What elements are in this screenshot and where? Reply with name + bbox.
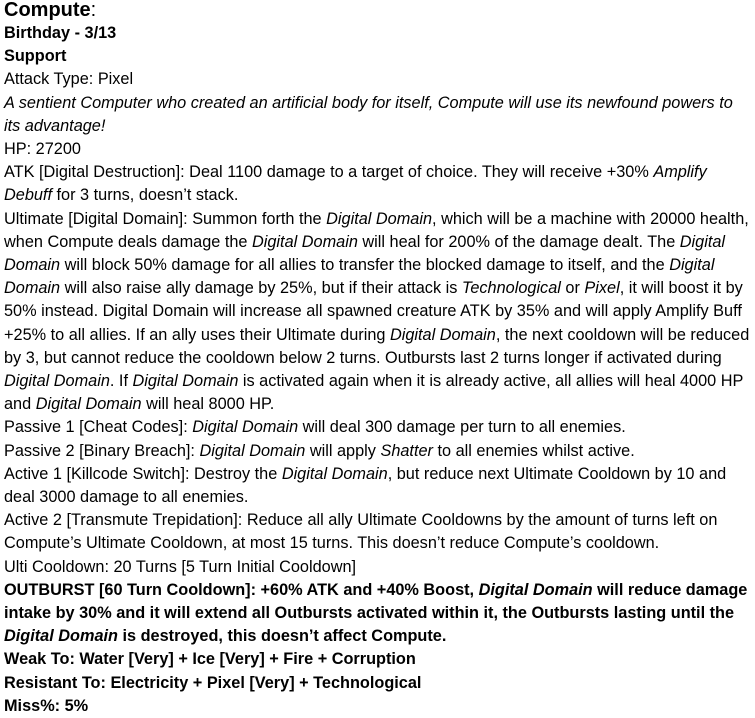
resistant-to: Resistant To: Electricity + Pixel [Very] + Technological bbox=[4, 673, 422, 692]
character-name: Compute bbox=[4, 0, 91, 21]
character-title bbox=[4, 0, 751, 22]
atk-ability bbox=[4, 161, 751, 207]
ultimate-text: will also raise ally damage by 25%, but if their attack is bbox=[60, 279, 462, 298]
ultimate-ability bbox=[4, 208, 751, 417]
outburst-text: is destroyed, this doesn’t affect Compute. bbox=[117, 627, 447, 646]
atk-keyword: Amplify Debuff bbox=[4, 163, 707, 205]
ultimate-text: or bbox=[560, 279, 585, 298]
ultimate-text: . If bbox=[109, 372, 133, 391]
outburst-keyword: Digital Domain bbox=[478, 580, 593, 599]
passive-2-keyword: Shatter bbox=[380, 441, 433, 460]
passive-2-keyword: Digital Domain bbox=[199, 441, 306, 460]
active-1-keyword: Digital Domain bbox=[281, 464, 388, 483]
atk-text: ATK [Digital Destruction]: Deal 1100 damage to a target of choice. They will receive +30% bbox=[4, 163, 654, 182]
attack-type: Attack Type: Pixel bbox=[4, 70, 134, 89]
hp: HP: 27200 bbox=[4, 140, 81, 159]
outburst-text: OUTBURST [60 Turn Cooldown]: +60% ATK and +40% Boost, bbox=[4, 580, 479, 599]
description: A sentient Computer who created an artificial body for itself, Compute will use its newfound powers to its advantage! bbox=[4, 93, 733, 135]
active-2: Active 2 [Transmute Trepidation]: Reduce all ally Ultimate Cooldowns by the amount of turns left on Compute’s Ultimate Cooldown, at most 15 turns. This doesn’t reduce Compute’s cooldown. bbox=[4, 511, 718, 553]
ulti-cooldown: Ulti Cooldown: 20 Turns [5 Turn Initial Cooldown] bbox=[4, 557, 357, 576]
role: Support bbox=[4, 47, 67, 66]
outburst-keyword: Digital Domain bbox=[4, 627, 118, 646]
passive-2-text: to all enemies whilst active. bbox=[432, 441, 635, 460]
character-name-suffix: : bbox=[90, 0, 97, 21]
ultimate-text: , which will be a machine with 20000 health, when Compute deals damage the bbox=[4, 209, 749, 251]
ultimate-keyword: Digital Domain bbox=[132, 372, 239, 391]
ultimate-keyword: Technological bbox=[461, 279, 561, 298]
ultimate-text: is activated again when it is already active, all allies will heal 4000 HP and bbox=[4, 372, 744, 414]
passive-1-text: Passive 1 [Cheat Codes]: bbox=[4, 418, 193, 437]
miss-chance: Miss%: 5% bbox=[4, 696, 89, 715]
ultimate-keyword: Digital Domain bbox=[326, 209, 433, 228]
ultimate-text: Ultimate [Digital Domain]: Summon forth the bbox=[4, 209, 327, 228]
ultimate-text: will heal for 200% of the damage dealt. The bbox=[357, 232, 680, 251]
atk-text: for 3 turns, doesn’t stack. bbox=[51, 186, 239, 205]
passive-1-text: will deal 300 damage per turn to all enemies. bbox=[298, 418, 626, 437]
weak-to: Weak To: Water [Very] + Ice [Very] + Fire + Corruption bbox=[4, 650, 416, 669]
passive-2 bbox=[4, 440, 751, 463]
active-1 bbox=[4, 463, 751, 509]
outburst bbox=[4, 579, 751, 649]
ultimate-text: , it will boost it by 50% instead. Digital Domain will increase all spawned creature ATK by 35% and will apply Amplify Buff +25% to all allies. If an ally uses their Ultimate during bbox=[4, 279, 743, 344]
outburst-text: will reduce damage intake by 30% and it will extend all Outbursts activated within it, the Outbursts lasting until the bbox=[4, 580, 748, 623]
ultimate-keyword: Digital Domain bbox=[389, 325, 496, 344]
ultimate-text: will block 50% damage for all allies to transfer the blocked damage to itself, and the bbox=[60, 256, 670, 275]
active-1-text: Active 1 [Killcode Switch]: Destroy the bbox=[4, 464, 282, 483]
birthday: Birthday - 3/13 bbox=[4, 24, 117, 42]
active-1-text: , but reduce next Ultimate Cooldown by 10 and deal 3000 damage to all enemies. bbox=[4, 464, 727, 507]
passive-2-text: Passive 2 [Binary Breach]: bbox=[4, 441, 200, 460]
ultimate-keyword: Pixel bbox=[584, 279, 620, 298]
ultimate-keyword: Digital Domain bbox=[4, 372, 110, 391]
ultimate-keyword: Digital Domain bbox=[252, 232, 358, 251]
passive-1-keyword: Digital Domain bbox=[192, 418, 299, 437]
passive-2-text: will apply bbox=[305, 441, 381, 460]
ultimate-keyword: Digital Domain bbox=[4, 256, 715, 298]
ultimate-keyword: Digital Domain bbox=[35, 395, 142, 414]
ultimate-text: , the next cooldown will be reduced by 3, but cannot reduce the cooldown below 2 turns. Outbursts last 2 turns longer if activated during bbox=[4, 325, 750, 367]
ultimate-keyword: Digital Domain bbox=[4, 232, 726, 275]
passive-1 bbox=[4, 416, 751, 439]
ultimate-text: will heal 8000 HP. bbox=[141, 395, 275, 414]
